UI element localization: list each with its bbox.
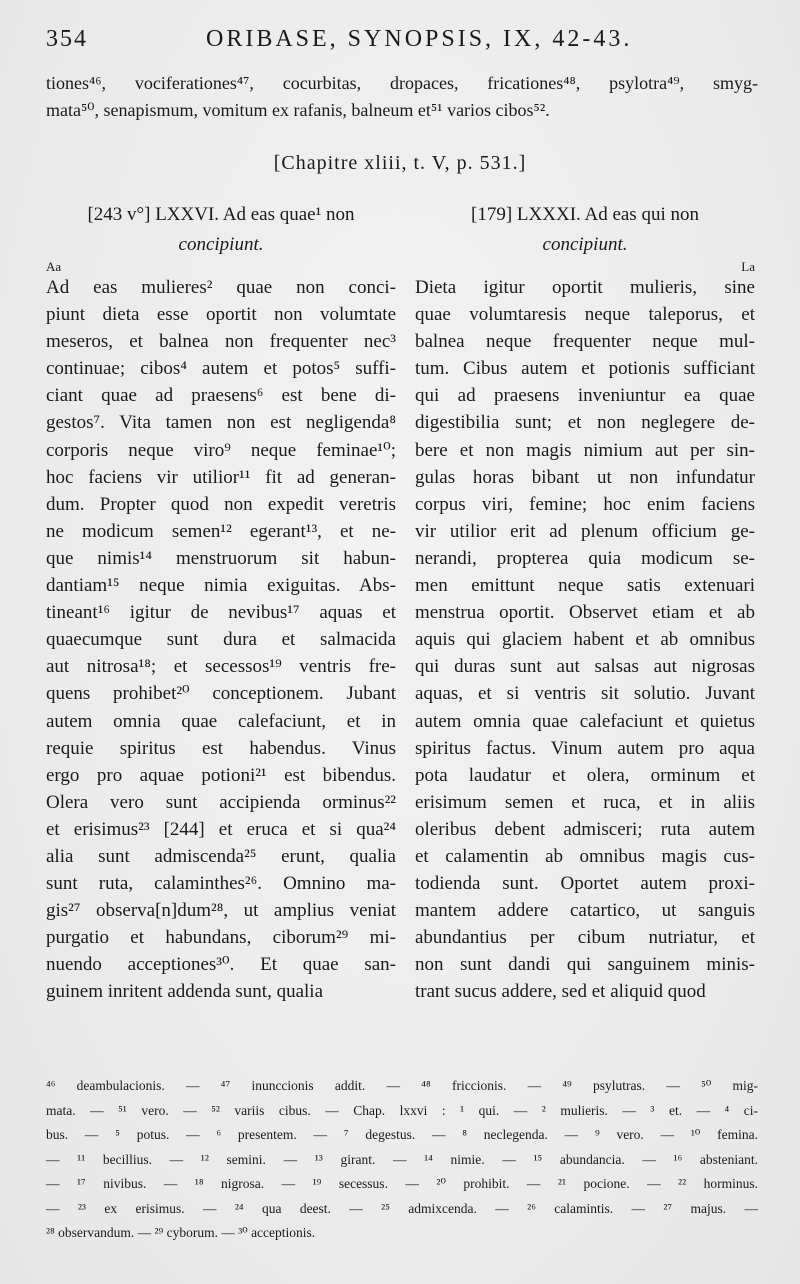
- text-line: corpus viri, femine; hoc enim faciens: [415, 493, 755, 515]
- right-margin-label: La: [741, 259, 755, 274]
- right-column-heading: [415, 200, 755, 260]
- text-line: ne modicum semen¹² egerant¹³, et ne-: [46, 520, 396, 542]
- left-heading-line: concipiunt.: [178, 234, 264, 255]
- intro-paragraph: [46, 70, 758, 124]
- footnote-line: — ¹⁷ nivibus. — ¹⁸ nigrosa. — ¹⁹ secessus. — ²⁰ prohibit. — ²¹ pocione. — ²² horminus.: [46, 1176, 758, 1191]
- right-heading-line: concipiunt.: [542, 234, 628, 255]
- text-line: que nimis¹⁴ menstruorum sit habun-: [46, 547, 396, 569]
- text-line: gulas horas bibant ut non infundatur: [415, 466, 755, 488]
- text-line: trant sucus addere, sed et aliquid quod: [415, 981, 706, 1003]
- right-text-body: [415, 274, 755, 1006]
- text-line: spiritus factus. Vinum autem pro aqua: [415, 737, 755, 759]
- text-line: Olera vero sunt accipienda orminus²²: [46, 791, 396, 813]
- text-line: digestibilia sunt; et non neglegere de-: [415, 412, 755, 434]
- text-line: continuae; cibos⁴ autem et potos⁵ suffi-: [46, 358, 396, 380]
- footnote-line: ⁴⁶ deambulacionis. — ⁴⁷ inunccionis addit. — ⁴⁸ friccionis. — ⁴⁹ psylutras. — ⁵⁰ mig-: [46, 1078, 758, 1093]
- text-line: aquis qui glaciem habent et ab omnibus: [415, 629, 755, 651]
- text-line: men emittunt neque satis extenuari: [415, 575, 755, 597]
- footnote-line: bus. — ⁵ potus. — ⁶ presentem. — ⁷ degestus. — ⁸ neclegenda. — ⁹ vero. — ¹⁰ femina.: [46, 1127, 758, 1142]
- intro-line: tiones⁴⁶, vociferationes⁴⁷, cocurbitas, dropaces, fricationes⁴⁸, psylotra⁴⁹, smyg-: [46, 73, 758, 93]
- right-column: [415, 200, 755, 1006]
- text-line: meseros, et balnea non frequenter nec³: [46, 331, 396, 353]
- text-line: menstrua oportit. Observet etiam et ab: [415, 602, 755, 624]
- text-line: guinem inritent addenda sunt, qualia: [46, 981, 324, 1003]
- right-heading-line: [179] LXXXI. Ad eas qui non: [471, 204, 699, 225]
- text-line: et calamentin ab omnibus magis cus-: [415, 845, 755, 867]
- left-text-body: [46, 274, 396, 1006]
- left-heading-line: [243 v°] LXXVI. Ad eas quae¹ non: [87, 204, 355, 225]
- footnotes: [46, 1074, 758, 1246]
- text-line: nerandi, propterea quia modicum se-: [415, 547, 755, 569]
- footnote-line: ²⁸ observandum. — ²⁹ cyborum. — ³⁰ acceptionis.: [46, 1225, 316, 1240]
- text-line: corporis neque viro⁹ neque feminae¹⁰;: [46, 439, 396, 461]
- text-line: mantem addere catartico, ut sanguis: [415, 900, 755, 922]
- left-column: [46, 200, 396, 1006]
- text-line: aut nitrosa¹⁸; et secessos¹⁹ ventris fre-: [46, 656, 396, 678]
- text-line: dum. Propter quod non expedit veretris: [46, 493, 396, 515]
- left-column-heading: [46, 200, 396, 260]
- text-line: hoc faciens vir utilior¹¹ fit ad generan-: [46, 466, 396, 488]
- text-line: tineant¹⁶ igitur de nevibus¹⁷ aquas et: [46, 602, 396, 624]
- intro-line: mata⁵⁰, senapismum, vomitum ex rafanis, balneum et⁵¹ varios cibos⁵².: [46, 100, 550, 121]
- text-line: abundantius per cibum nutriatur, et: [415, 927, 755, 949]
- text-line: gis²⁷ observa[n]dum²⁸, ut amplius veniat: [46, 900, 396, 922]
- text-line: ciant quae ad praesens⁶ est bene di-: [46, 385, 396, 407]
- chapter-heading: [Chapitre xliii, t. V, p. 531.]: [273, 152, 527, 174]
- text-line: sunt ruta, calaminthes²⁶. Omnino ma-: [46, 873, 396, 895]
- footnote-line: mata. — ⁵¹ vero. — ⁵² variis cibus. — Chap. lxxvi : ¹ qui. — ² mulieris. — ³ et. — ⁴ ci-: [46, 1102, 758, 1118]
- text-line: et erisimus²³ [244] et eruca et si qua²⁴: [46, 818, 396, 840]
- text-line: quens prohibet²⁰ conceptionem. Jubant: [46, 683, 396, 705]
- text-line: pota laudatur et olera, orminum et: [415, 764, 755, 786]
- text-line: ergo pro aquae potioni²¹ est bibendus.: [46, 764, 396, 786]
- running-title: ORIBASE, SYNOPSIS, IX, 42-43.: [206, 26, 633, 52]
- text-line: tum. Cibus autem et potionis sufficiant: [415, 358, 755, 380]
- page-header: [46, 26, 756, 60]
- text-line: quae volumtaresis neque taleporus, et: [415, 304, 755, 326]
- text-line: non sunt dandi qui sanguinem minis-: [415, 954, 755, 976]
- footnote-line: — ¹¹ becillius. — ¹² semini. — ¹³ girant. — ¹⁴ nimie. — ¹⁵ abundancia. — ¹⁶ absteniant.: [46, 1151, 758, 1167]
- text-line: quaecumque sunt dura et salmacida: [46, 629, 396, 651]
- text-line: todienda sunt. Oportet autem proxi-: [415, 873, 755, 895]
- text-line: Ad eas mulieres² quae non conci-: [46, 277, 396, 298]
- text-line: gestos⁷. Vita tamen non est negligenda⁸: [46, 412, 396, 434]
- text-line: aquas, et si ventris sit solutio. Juvant: [415, 683, 755, 705]
- text-line: Dieta igitur oportit mulieris, sine: [415, 277, 755, 298]
- text-line: erisimum semen et ruca, et in aliis: [415, 791, 755, 813]
- text-line: alia sunt admiscenda²⁵ erunt, qualia: [46, 845, 396, 867]
- footnote-line: — ²³ ex erisimus. — ²⁴ qua deest. — ²⁵ admixcenda. — ²⁶ calamintis. — ²⁷ majus. —: [46, 1200, 758, 1216]
- text-line: nuendo acceptiones³⁰. Et quae san-: [46, 954, 396, 976]
- text-line: balnea neque frequenter neque mul-: [415, 331, 755, 353]
- text-line: autem omnia quae calefaciunt, et in: [46, 710, 396, 732]
- text-line: oleribus debent admisceri; ruta autem: [415, 818, 755, 840]
- text-line: requie spiritus est habendus. Vinus: [46, 737, 396, 759]
- text-line: dantiam¹⁵ neque nimia exiguitas. Abs-: [46, 575, 396, 597]
- text-line: vir utilior erit ad plenum officium ge-: [415, 520, 755, 542]
- text-line: bere et non magis nimium aut per sin-: [415, 439, 755, 461]
- page-number: 354: [46, 26, 88, 52]
- text-line: piunt dieta esse oportit non volumtate: [46, 304, 396, 326]
- left-margin-label: Aa: [46, 259, 62, 274]
- text-line: qui duras sunt aut salsas aut nigrosas: [415, 656, 755, 678]
- text-line: purgatio et habundans, ciborum²⁹ mi-: [46, 927, 396, 949]
- text-line: qui ad praesens inveniuntur ea quae: [415, 385, 755, 407]
- text-line: autem omnia quae calefaciunt et quietus: [415, 710, 755, 732]
